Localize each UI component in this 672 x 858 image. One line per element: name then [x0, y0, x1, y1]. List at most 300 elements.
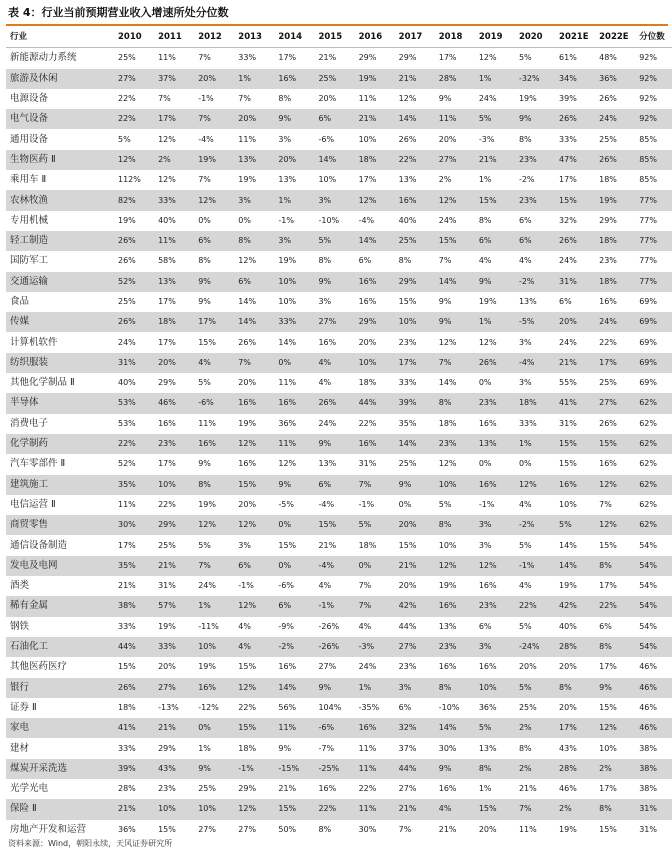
growth-cell: 22%: [511, 596, 551, 616]
growth-cell: 18%: [591, 272, 631, 292]
growth-cell: 15%: [591, 434, 631, 454]
growth-cell: 7%: [431, 353, 471, 373]
growth-cell: 23%: [431, 637, 471, 657]
growth-cell: 22%: [238, 702, 257, 712]
industry-name: 乘用车 Ⅱ: [10, 174, 47, 186]
percentile-cell: 85%: [631, 150, 672, 170]
growth-cell: 53%: [110, 393, 150, 413]
growth-cell: 7%: [238, 94, 251, 104]
growth-cell: 10%: [351, 353, 391, 373]
growth-cell: 24%: [358, 662, 377, 672]
growth-cell: 40%: [559, 621, 577, 631]
growth-cell: 41%: [110, 718, 150, 738]
growth-cell: 11%: [198, 418, 216, 428]
percentile-cell: 77%: [639, 256, 657, 266]
growth-cell: 20%: [438, 134, 457, 144]
growth-cell: 44%: [391, 759, 431, 779]
growth-cell: 9%: [591, 678, 631, 698]
industry-name: 其他医药医疗: [10, 661, 68, 673]
growth-cell: 10%: [278, 297, 297, 306]
growth-cell: 7%: [351, 475, 391, 495]
growth-cell: 19%: [190, 150, 230, 170]
growth-cell: 12%: [230, 434, 270, 454]
growth-cell: 48%: [599, 53, 617, 63]
growth-cell: 1%: [471, 69, 511, 89]
growth-cell: 6%: [471, 231, 511, 251]
growth-cell: 11%: [238, 134, 257, 144]
industry-name: 纺织服装: [6, 353, 110, 373]
growth-cell: 6%: [599, 621, 612, 631]
growth-cell: 26%: [310, 393, 350, 413]
growth-cell: 26%: [110, 231, 150, 251]
growth-cell: 12%: [230, 678, 270, 698]
growth-cell: 8%: [198, 256, 211, 266]
growth-cell: 23%: [150, 434, 190, 454]
growth-cell: 12%: [431, 556, 471, 576]
growth-cell: 1%: [478, 784, 492, 794]
growth-cell: 7%: [398, 824, 412, 834]
growth-cell: 12%: [158, 175, 176, 185]
growth-cell: 12%: [478, 53, 497, 63]
percentile-cell: 69%: [639, 337, 657, 347]
growth-cell: 25%: [158, 540, 176, 550]
percentile-cell: 54%: [631, 596, 672, 616]
growth-cell: 61%: [559, 53, 577, 63]
percentile-cell: 54%: [631, 556, 672, 576]
growth-cell: 17%: [118, 540, 136, 550]
growth-cell: 4%: [310, 353, 350, 373]
percentile-cell: 31%: [639, 824, 657, 834]
growth-cell: 9%: [270, 109, 310, 129]
growth-cell: 20%: [559, 702, 577, 712]
growth-cell: 12%: [511, 475, 551, 495]
growth-cell: 23%: [158, 784, 176, 794]
growth-cell: 8%: [591, 556, 631, 576]
growth-cell: 19%: [478, 297, 497, 306]
growth-cell: 17%: [358, 175, 377, 185]
growth-cell: 0%: [398, 499, 412, 509]
growth-cell: 15%: [471, 799, 511, 819]
percentile-cell: 38%: [631, 759, 672, 779]
growth-cell: 16%: [478, 418, 497, 428]
growth-cell: 3%: [278, 134, 292, 144]
table-row: [6, 150, 672, 170]
growth-cell: 16%: [318, 784, 337, 794]
growth-cell: 16%: [351, 718, 391, 738]
growth-cell: 16%: [431, 596, 471, 616]
growth-cell: 21%: [391, 799, 431, 819]
industry-name: 通用设备: [10, 133, 49, 145]
growth-cell: 18%: [358, 540, 377, 550]
growth-cell: 3%: [238, 540, 251, 550]
growth-cell: 12%: [591, 515, 631, 535]
growth-cell: 14%: [551, 556, 591, 576]
growth-cell: 7%: [190, 109, 230, 129]
growth-cell: 15%: [198, 337, 216, 347]
growth-cell: 4%: [478, 256, 492, 266]
growth-cell: 24%: [591, 312, 631, 332]
growth-cell: 20%: [230, 109, 270, 129]
growth-cell: 21%: [118, 581, 136, 591]
growth-cell: 7%: [158, 94, 171, 104]
growth-cell: 40%: [158, 215, 176, 225]
growth-cell: 18%: [351, 150, 391, 170]
growth-cell: 15%: [599, 540, 617, 550]
growth-cell: 26%: [118, 256, 136, 266]
growth-cell: 14%: [278, 337, 297, 347]
growth-cell: 50%: [278, 824, 297, 834]
growth-cell: 25%: [198, 784, 216, 794]
growth-cell: 5%: [438, 499, 452, 509]
growth-cell: 16%: [318, 337, 337, 347]
growth-cell: 4%: [190, 353, 230, 373]
growth-cell: -1%: [278, 215, 294, 225]
growth-cell: 0%: [351, 556, 391, 576]
growth-cell: 1%: [351, 678, 391, 698]
growth-cell: 21%: [518, 784, 537, 794]
growth-cell: 12%: [230, 515, 270, 535]
table-row: [6, 414, 672, 434]
growth-cell: 17%: [591, 353, 631, 373]
growth-cell: 7%: [198, 175, 211, 185]
growth-cell: 3%: [318, 297, 332, 306]
growth-cell: -32%: [511, 69, 551, 89]
growth-cell: 12%: [190, 515, 230, 535]
growth-cell: 27%: [391, 637, 431, 657]
percentile-cell: 92%: [639, 53, 657, 63]
growth-cell: 26%: [551, 109, 591, 129]
growth-cell: 9%: [190, 759, 230, 779]
growth-cell: -4%: [318, 499, 335, 509]
growth-cell: 25%: [398, 459, 417, 469]
growth-cell: 31%: [559, 418, 577, 428]
table-row: [6, 292, 672, 312]
growth-cell: 4%: [358, 621, 372, 631]
table-row: [6, 495, 672, 515]
table-header-row: [6, 27, 672, 48]
growth-cell: 9%: [438, 94, 452, 104]
industry-name: 家电: [6, 718, 110, 738]
growth-cell: -2%: [511, 272, 551, 292]
growth-cell: -4%: [198, 134, 214, 144]
table-title: 表 4：行业当前预期营业收入增速所处分位数: [8, 6, 229, 19]
growth-cell: 16%: [238, 459, 257, 469]
growth-cell: 15%: [310, 515, 350, 535]
growth-cell: 14%: [230, 312, 270, 332]
header-year: 2017: [391, 27, 431, 48]
growth-cell: 25%: [599, 378, 617, 388]
growth-cell: 10%: [358, 134, 377, 144]
growth-cell: 21%: [318, 540, 337, 550]
growth-cell: 19%: [198, 499, 216, 509]
percentile-cell: 77%: [639, 215, 657, 225]
growth-cell: 1%: [478, 175, 492, 185]
growth-cell: 16%: [358, 297, 377, 306]
growth-cell: 40%: [398, 215, 417, 225]
growth-cell: 26%: [238, 337, 257, 347]
table-row: [6, 698, 672, 718]
growth-cell: 46%: [150, 393, 190, 413]
percentile-cell: 54%: [639, 540, 657, 550]
growth-cell: 22%: [110, 434, 150, 454]
growth-cell: 6%: [518, 215, 532, 225]
growth-cell: 22%: [591, 596, 631, 616]
growth-cell: 13%: [150, 272, 190, 292]
growth-cell: 15%: [158, 824, 176, 834]
growth-cell: 10%: [270, 272, 310, 292]
percentile-cell: 69%: [639, 378, 657, 388]
growth-cell: 23%: [471, 596, 511, 616]
growth-cell: 19%: [238, 418, 257, 428]
growth-cell: 0%: [270, 556, 310, 576]
growth-cell: 33%: [518, 418, 537, 428]
growth-cell: 27%: [110, 69, 150, 89]
growth-cell: 8%: [190, 475, 230, 495]
percentile-cell: 62%: [639, 459, 657, 469]
growth-cell: 15%: [559, 459, 577, 469]
growth-cell: 13%: [278, 175, 297, 185]
growth-cell: -13%: [158, 702, 179, 712]
growth-cell: 13%: [318, 459, 337, 469]
growth-cell: 5%: [518, 621, 532, 631]
growth-cell: -1%: [238, 581, 254, 591]
growth-percentile-table: [6, 27, 672, 840]
growth-cell: 7%: [438, 256, 452, 266]
growth-cell: 25%: [518, 702, 537, 712]
growth-cell: 19%: [438, 581, 457, 591]
growth-cell: 33%: [118, 743, 136, 753]
table-row: [6, 657, 672, 677]
growth-cell: 12%: [438, 459, 457, 469]
growth-cell: 17%: [158, 337, 176, 347]
growth-cell: 2%: [591, 759, 631, 779]
growth-cell: 3%: [230, 190, 270, 210]
table-row: [6, 718, 672, 738]
growth-cell: 19%: [518, 94, 537, 104]
growth-cell: 0%: [478, 378, 492, 388]
growth-cell: 16%: [438, 784, 457, 794]
growth-cell: 8%: [518, 743, 532, 753]
growth-cell: 15%: [431, 231, 471, 251]
growth-cell: -24%: [511, 637, 551, 657]
growth-cell: 21%: [551, 353, 591, 373]
growth-cell: 20%: [358, 337, 377, 347]
growth-cell: 9%: [198, 297, 211, 306]
growth-cell: 26%: [110, 312, 150, 332]
percentile-cell: 77%: [631, 272, 672, 292]
growth-cell: -1%: [198, 94, 214, 104]
growth-cell: 14%: [559, 540, 577, 550]
growth-cell: -26%: [318, 621, 340, 631]
growth-cell: 1%: [471, 312, 511, 332]
growth-cell: 11%: [158, 53, 176, 63]
growth-cell: 35%: [398, 418, 417, 428]
growth-cell: 14%: [238, 297, 257, 306]
growth-cell: -2%: [518, 175, 535, 185]
growth-cell: 4%: [318, 378, 332, 388]
growth-cell: 8%: [230, 231, 270, 251]
industry-name: 消费电子: [10, 417, 49, 429]
growth-cell: 14%: [270, 678, 310, 698]
growth-cell: 17%: [551, 718, 591, 738]
growth-cell: 17%: [278, 53, 297, 63]
growth-cell: 12%: [591, 475, 631, 495]
growth-cell: 23%: [599, 256, 617, 266]
growth-cell: 8%: [398, 256, 412, 266]
growth-cell: -2%: [270, 637, 310, 657]
growth-cell: 8%: [431, 393, 471, 413]
growth-cell: 6%: [511, 231, 551, 251]
growth-cell: 20%: [559, 662, 577, 672]
growth-cell: 20%: [238, 499, 257, 509]
table-row: [6, 69, 672, 89]
table-row: [6, 454, 672, 474]
growth-cell: 33%: [398, 378, 417, 388]
growth-cell: 29%: [150, 515, 190, 535]
growth-cell: 27%: [198, 824, 216, 834]
growth-cell: 9%: [198, 459, 211, 469]
growth-cell: 29%: [358, 53, 377, 63]
growth-cell: 7%: [198, 53, 211, 63]
growth-cell: 15%: [398, 297, 417, 306]
percentile-cell: 54%: [639, 621, 657, 631]
header-industry: 行业: [6, 27, 110, 48]
growth-cell: 17%: [391, 353, 431, 373]
growth-cell: 5%: [198, 378, 211, 388]
growth-cell: 16%: [278, 662, 297, 672]
growth-cell: 39%: [110, 759, 150, 779]
growth-cell: 14%: [351, 231, 391, 251]
header-year: 2013: [230, 27, 270, 48]
growth-cell: 30%: [438, 743, 457, 753]
growth-cell: 44%: [351, 393, 391, 413]
growth-cell: 8%: [278, 94, 292, 104]
growth-cell: 16%: [438, 662, 457, 672]
industry-name: 光学光电: [10, 783, 49, 795]
growth-cell: 9%: [310, 678, 350, 698]
growth-cell: 24%: [438, 215, 457, 225]
table-row: [6, 596, 672, 616]
growth-cell: -1%: [310, 596, 350, 616]
growth-cell: 31%: [551, 272, 591, 292]
growth-cell: 10%: [150, 475, 190, 495]
growth-cell: 15%: [230, 475, 270, 495]
growth-cell: 1%: [270, 190, 310, 210]
growth-cell: 82%: [110, 190, 150, 210]
growth-cell: 53%: [118, 418, 136, 428]
growth-cell: 0%: [198, 215, 211, 225]
growth-cell: 15%: [230, 718, 270, 738]
growth-cell: 20%: [398, 581, 417, 591]
growth-cell: 7%: [190, 556, 230, 576]
growth-cell: 16%: [599, 459, 617, 469]
table-row: [6, 556, 672, 576]
growth-cell: 7%: [230, 353, 270, 373]
growth-cell: 27%: [238, 824, 257, 834]
percentile-cell: 54%: [631, 637, 672, 657]
industry-name: 新能源动力系统: [10, 52, 77, 64]
industry-name: 国防军工: [10, 255, 49, 267]
growth-cell: -6%: [190, 393, 230, 413]
growth-cell: 0%: [238, 215, 251, 225]
growth-cell: 25%: [310, 69, 350, 89]
industry-name: 建材: [10, 742, 30, 754]
growth-cell: 23%: [431, 434, 471, 454]
growth-cell: 5%: [310, 231, 350, 251]
growth-cell: 19%: [198, 662, 216, 672]
growth-cell: 112%: [118, 175, 141, 185]
industry-name: 电信运营 Ⅱ: [10, 498, 56, 510]
growth-cell: 11%: [358, 94, 377, 104]
growth-cell: 21%: [438, 824, 457, 834]
growth-cell: 43%: [150, 759, 190, 779]
growth-cell: 3%: [471, 637, 511, 657]
growth-cell: 11%: [278, 378, 297, 388]
growth-cell: 13%: [478, 743, 497, 753]
header-year: 2014: [270, 27, 310, 48]
percentile-cell: 62%: [639, 418, 657, 428]
growth-cell: 4%: [431, 799, 471, 819]
growth-cell: 12%: [230, 596, 270, 616]
growth-cell: 19%: [158, 621, 176, 631]
growth-cell: 32%: [559, 215, 577, 225]
growth-cell: 0%: [270, 353, 310, 373]
table-row: [6, 576, 672, 596]
growth-cell: 12%: [190, 190, 230, 210]
growth-cell: 4%: [318, 581, 332, 591]
growth-cell: 31%: [158, 581, 176, 591]
source-note: 资料来源：Wind，朝阳永续，天风证券研究所: [8, 839, 173, 848]
growth-cell: 57%: [150, 596, 190, 616]
growth-cell: 17%: [158, 459, 176, 469]
growth-cell: 2%: [511, 759, 551, 779]
table-row: [6, 129, 672, 149]
growth-cell: 27%: [431, 150, 471, 170]
growth-cell: 35%: [110, 556, 150, 576]
growth-cell: 10%: [190, 799, 230, 819]
table-row: [6, 637, 672, 657]
growth-cell: 39%: [391, 393, 431, 413]
growth-cell: 18%: [118, 702, 136, 712]
growth-cell: 9%: [471, 272, 511, 292]
growth-cell: 17%: [438, 53, 457, 63]
table-row: [6, 109, 672, 129]
growth-cell: 17%: [150, 109, 190, 129]
growth-cell: 27%: [318, 662, 337, 672]
growth-cell: 5%: [471, 109, 511, 129]
table-row: [6, 190, 672, 210]
growth-cell: 19%: [559, 824, 577, 834]
growth-cell: 52%: [110, 272, 150, 292]
table-row: [6, 170, 672, 190]
industry-name: 半导体: [6, 393, 110, 413]
growth-cell: 15%: [599, 702, 617, 712]
growth-cell: 3%: [518, 378, 532, 388]
growth-cell: 28%: [551, 637, 591, 657]
growth-cell: 21%: [391, 556, 431, 576]
growth-cell: 1%: [190, 596, 230, 616]
growth-cell: 19%: [238, 175, 257, 185]
growth-cell: 15%: [551, 434, 591, 454]
industry-name: 证券 Ⅱ: [10, 701, 37, 713]
industry-name: 商贸零售: [6, 515, 110, 535]
growth-cell: 8%: [431, 678, 471, 698]
table-row: [6, 272, 672, 292]
growth-cell: 23%: [511, 190, 551, 210]
growth-cell: 10%: [318, 175, 337, 185]
growth-cell: 55%: [559, 378, 577, 388]
growth-cell: 18%: [511, 393, 551, 413]
